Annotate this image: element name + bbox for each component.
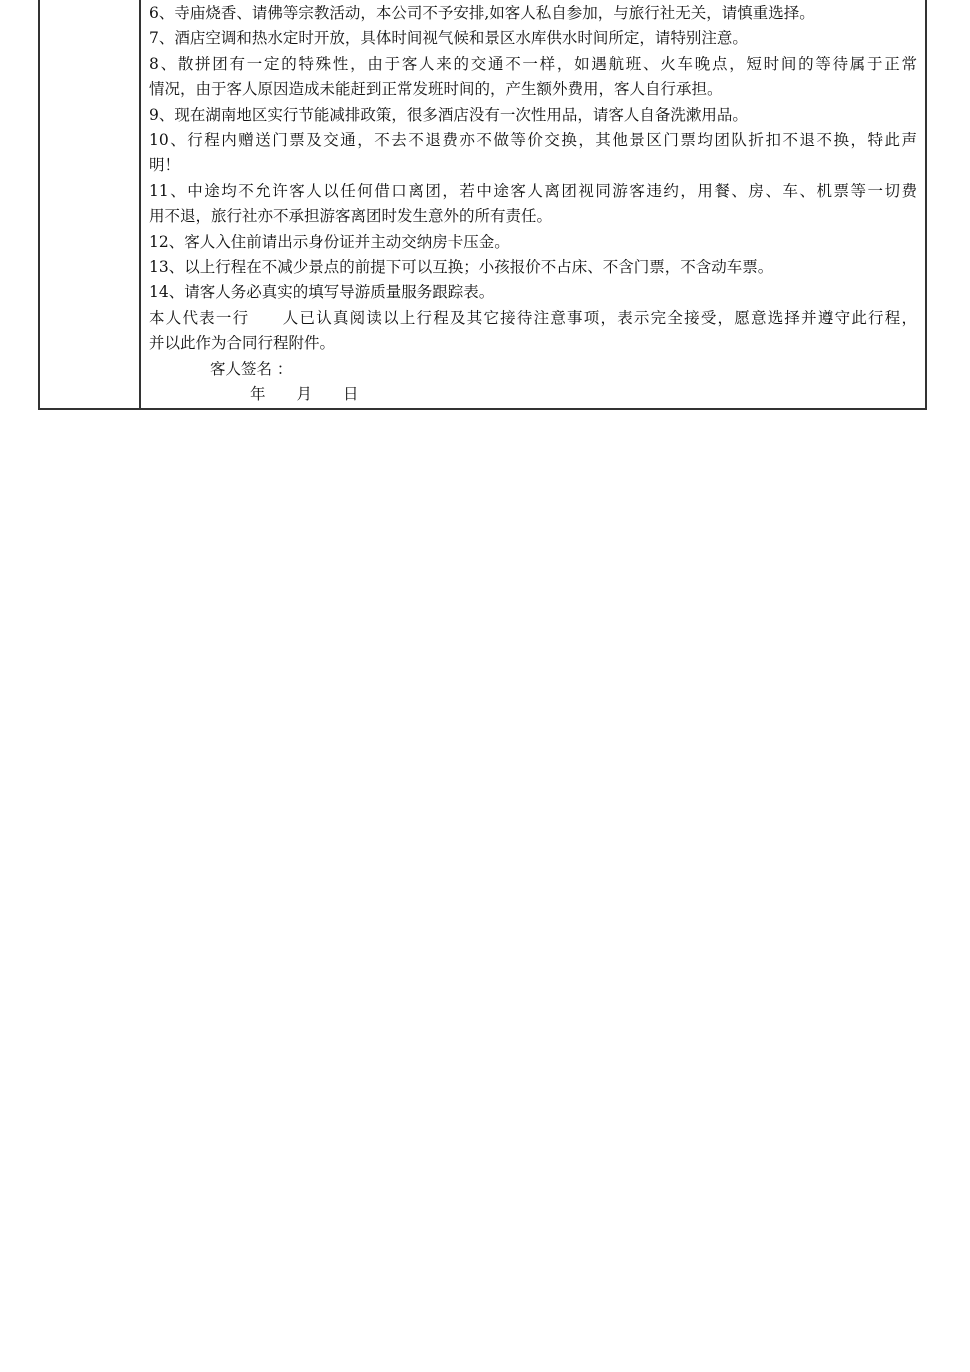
table-notes-cell [141, 0, 925, 408]
note-9: 9、现在湖南地区实行节能减排政策，很多酒店没有一次性用品，请客人自备洗漱用品。 [149, 105, 748, 124]
note-10-line-1: 10、行程内赠送门票及交通，不去不退费亦不做等价交换，其他景区门票均团队折扣不退不换，特此声 [149, 131, 917, 150]
signature-date: 年 月 日 [250, 385, 359, 404]
note-11-line-1: 11、中途均不允许客人以任何借口离团，若中途客人离团视同游客违约，用餐、房、车、机票等一切费 [149, 181, 917, 200]
agreement-line-2: 并以此作为合同行程附件。 [149, 334, 336, 353]
signature-label: 客人签名 ： [210, 359, 293, 378]
note-14: 14、请客人务必真实的填写导游质量服务跟踪表。 [149, 283, 495, 302]
table-left-cell [40, 0, 141, 408]
note-7: 7、酒店空调和热水定时开放，具体时间视气候和景区水库供水时间所定，请特别注意。 [149, 29, 748, 48]
agreement-line-1: 本人代表一行 人已认真阅读以上行程及其它接待注意事项，表示完全接受，愿意选择并遵守此行程， [149, 308, 917, 327]
note-12: 12、客人入住前请出示身份证并主动交纳房卡压金。 [149, 232, 510, 251]
note-8-line-2: 情况，由于客人原因造成未能赶到正常发班时间的，产生额外费用，客人自行承担。 [149, 80, 723, 99]
note-13: 13、以上行程在不减少景点的前提下可以互换；小孩报价不占床、不含门票，不含动车票。 [149, 258, 774, 277]
notice-table [38, 0, 927, 410]
note-10-line-2: 明！ [149, 156, 181, 175]
note-8-line-1: 8、散拼团有一定的特殊性，由于客人来的交通不一样，如遇航班、火车晚点，短时间的等待属于正常 [149, 54, 917, 73]
note-11-line-2: 用不退，旅行社亦不承担游客离团时发生意外的所有责任。 [149, 207, 553, 226]
note-6: 6、寺庙烧香、请佛等宗教活动，本公司不予安排,如客人私自参加，与旅行社无关，请慎重选择。 [149, 4, 815, 22]
